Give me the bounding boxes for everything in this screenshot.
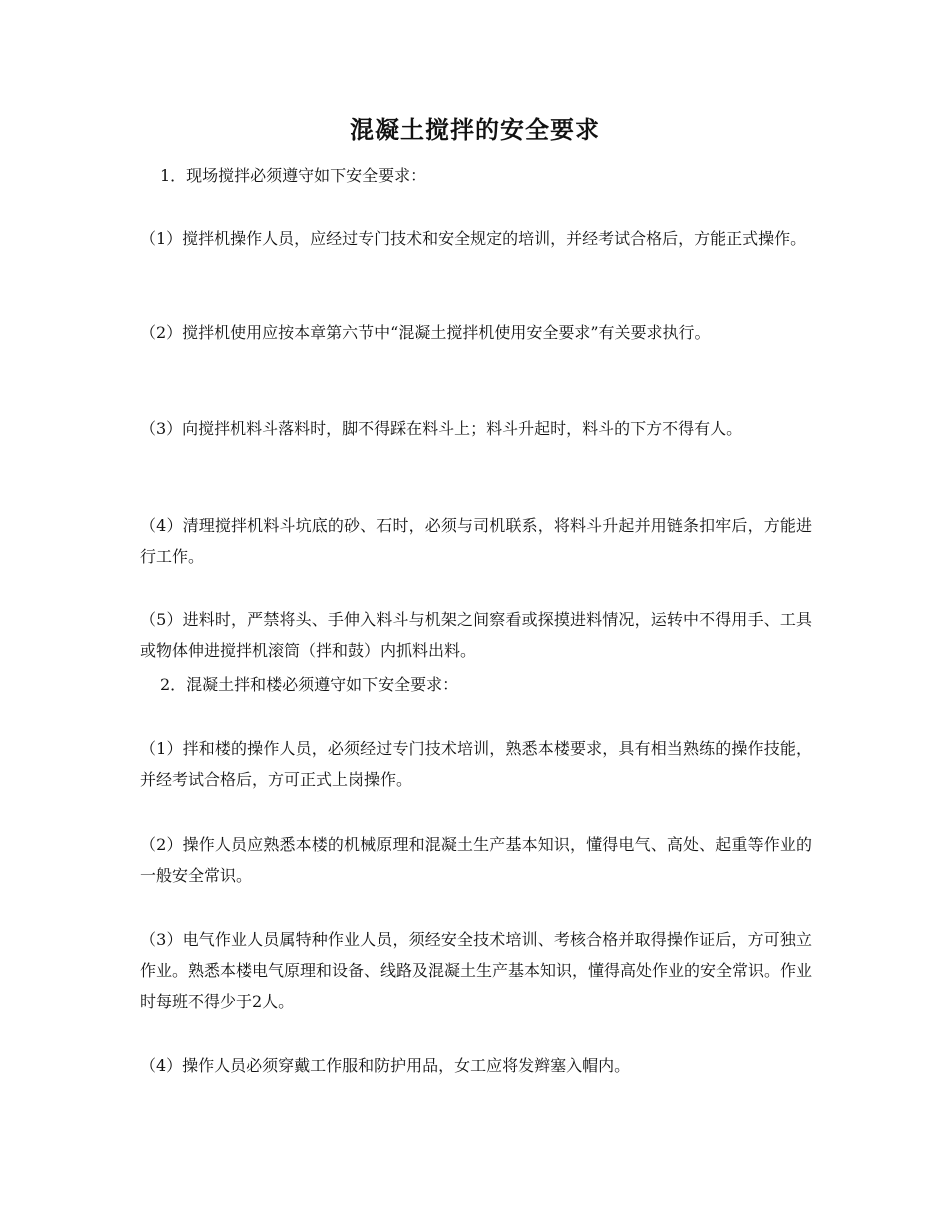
section-1-item-5: （5）进料时，严禁将头、手伸入料斗与机架之间察看或探摸进料情况，运转中不得用手、工具或物体伸进搅拌机滚筒（拌和鼓）内抓料出料。 (140, 610, 812, 660)
section-1-item-3: （3）向搅拌机料斗落料时，脚不得踩在料斗上；料斗升起时，料斗的下方不得有人。 (140, 419, 743, 438)
section-2-item-4: （4）操作人员必须穿戴工作服和防护用品，女工应将发辫塞入帽内。 (140, 1056, 631, 1075)
document-title: 混凝土搅拌的安全要求 (350, 115, 600, 144)
section-1-item-2: （2）搅拌机使用应按本章第六节中“混凝土搅拌机使用安全要求”有关要求执行。 (140, 323, 711, 342)
section-2-heading: 2．混凝土拌和楼必须遵守如下安全要求： (160, 675, 459, 694)
section-1-item-4: （4）清理搅拌机料斗坑底的砂、石时，必须与司机联系，将料斗升起并用链条扣牢后，方能进行工作。 (140, 516, 812, 566)
section-2-item-3: （3）电气作业人员属特种作业人员，须经安全技术培训、考核合格并取得操作证后，方可独立作业。熟悉本楼电气原理和设备、线路及混凝土生产基本知识，懂得高处作业的安全常识。作业时每班不得少于2人。 (140, 930, 813, 1011)
section-2-item-2: （2）操作人员应熟悉本楼的机械原理和混凝土生产基本知识，懂得电气、高处、起重等作业的一般安全常识。 (140, 835, 812, 885)
section-1-item-1: （1）搅拌机操作人员，应经过专门技术和安全规定的培训，并经考试合格后，方能正式操作。 (140, 229, 807, 248)
section-1-heading: 1．现场搅拌必须遵守如下安全要求： (160, 166, 427, 185)
section-2-item-1: （1）拌和楼的操作人员，必须经过专门技术培训，熟悉本楼要求，具有相当熟练的操作技能，并经考试合格后，方可正式上岗操作。 (140, 739, 812, 789)
